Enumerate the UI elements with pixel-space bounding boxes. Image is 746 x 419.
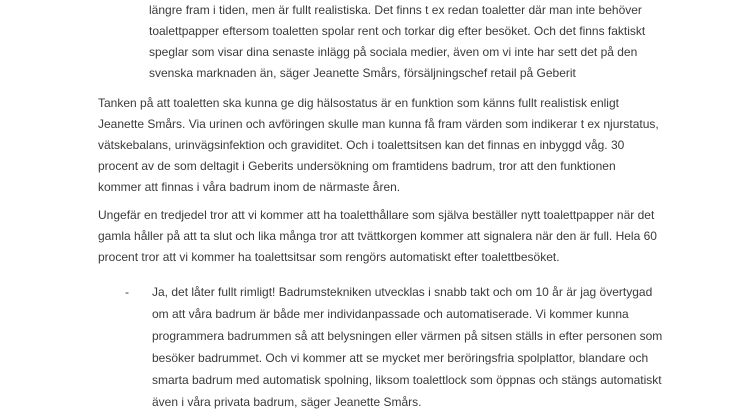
paragraph-body-2 <box>98 205 706 268</box>
text-line: Tanken på att toaletten ska kunna ge dig hälsostatus är en funktion som känns fullt realistisk enligt <box>98 96 619 110</box>
text-line: Ungefär en tredjedel tror att vi kommer att ha toaletthållare som själva beställer nytt toalettpapper när det <box>98 208 655 222</box>
text-line: längre fram i tiden, men är fullt realistiska. Det finns t ex redan toaletter där man inte behöver <box>149 3 642 17</box>
text-line: procent tror att vi kommer ha toalettsitsar som rengörs automatiskt efter toalettbesöket. <box>98 250 560 264</box>
text-line: Jeanette Smårs. Via urinen och avföringen skulle man kunna få fram värden som indikerar t ex njurstatus, <box>98 117 659 131</box>
text-line: kommer att finnas i våra badrum inom de närmaste åren. <box>98 180 401 194</box>
text-line: besöker badrummet. Och vi kommer att se mycket mer beröringsfria spolplattor, blandare och <box>152 351 649 365</box>
text-line: Ja, det låter fullt rimligt! Badrumstekniken utvecklas i snabb takt och om 10 år är jag övertygad <box>152 285 653 299</box>
text-line: om att våra badrum är både mer individanpassade och automatiserade. Vi kommer kunna <box>152 307 629 321</box>
text-line: gamla håller på att ta slut och lika många tror att tvättkorgen kommer att signalera när den är full. Hela 60 <box>98 229 657 243</box>
text-line: svenska marknaden än, säger Jeanette Smårs, försäljningschef retail på Geberit <box>149 66 576 80</box>
paragraph-body-1 <box>98 93 706 198</box>
paragraph-quote-continuation <box>149 0 706 84</box>
text-line: toalettpapper eftersom toaletten spolar rent och torkar dig efter besöket. Och det finns faktiskt <box>149 24 646 38</box>
text-line: speglar som visar dina senaste inlägg på sociala medier, även om vi inte har sett det på den <box>149 45 638 59</box>
text-line: vätskebalans, urinvägsinfektion och graviditet. Och i toalettsitsen kan det finnas en inbyggd våg. 30 <box>98 138 625 152</box>
text-line: smarta badrum med automatisk spolning, liksom toalettlock som öppnas och stängs automatiskt <box>152 373 662 387</box>
text-line: programmera badrummen så att belysningen eller värmen på sitsen ställs in efter personen som <box>152 329 663 343</box>
list-dash-marker: - <box>125 285 129 299</box>
paragraph-quote-list-item <box>125 281 706 413</box>
text-line: procent av de som deltagit i Geberits undersökning om framtidens badrum, tror att den funktionen <box>98 159 616 173</box>
text-line: även i våra privata badrum, säger Jeanette Smårs. <box>152 395 422 409</box>
